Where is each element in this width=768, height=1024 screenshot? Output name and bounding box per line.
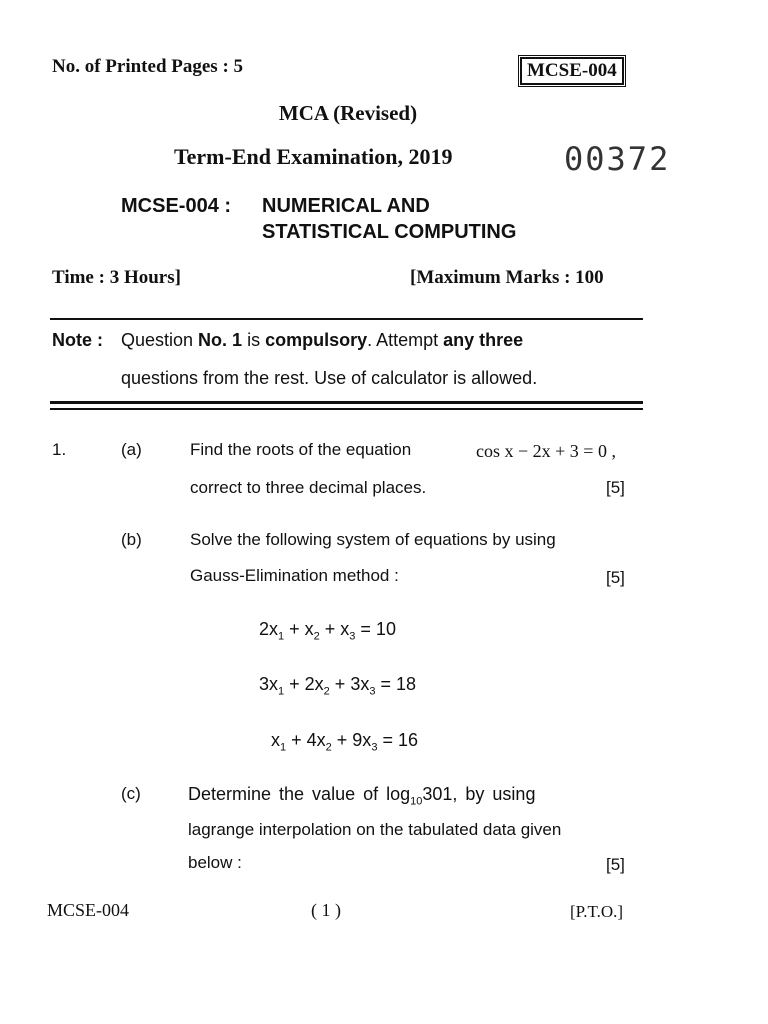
eq-rhs: = 10 xyxy=(355,619,396,639)
part-c-text xyxy=(188,784,535,808)
note-line-1 xyxy=(121,330,523,351)
printed-pages: No. of Printed Pages : 5 xyxy=(52,56,244,77)
eq-subscript: 2 xyxy=(323,685,330,698)
eq-subscript: 1 xyxy=(280,741,287,754)
part-b-marks: [5] xyxy=(606,568,625,587)
maximum-marks: [Maximum Marks : 100 xyxy=(410,267,604,288)
part-c-marks: [5] xyxy=(606,855,625,874)
note-emphasis: No. 1 xyxy=(198,330,243,350)
part-b-text-2: Gauss-Elimination method : xyxy=(190,566,399,585)
note-text: Question xyxy=(121,330,199,350)
part-a-label: (a) xyxy=(121,440,142,459)
part-b-text: Solve the following system of equations by using xyxy=(190,530,556,549)
part-c-text-2: lagrange interpolation on the tabulated data given xyxy=(188,820,562,839)
course-code: MCSE-004 : xyxy=(121,195,232,217)
log-base-subscript: 10 xyxy=(410,795,423,808)
eq-term: 4x xyxy=(306,730,326,750)
eq-rhs: = 18 xyxy=(375,674,416,694)
part-a-text: Find the roots of the equation xyxy=(190,440,412,459)
eq-subscript: 3 xyxy=(369,685,376,698)
eq-term: 3x xyxy=(259,674,279,694)
question-number: 1. xyxy=(52,440,67,459)
eq-term: x xyxy=(340,619,350,639)
eq-term: x xyxy=(304,619,314,639)
equation-3 xyxy=(271,730,418,754)
eq-operator: + xyxy=(284,619,305,639)
eq-subscript: 1 xyxy=(278,630,285,643)
note-line-2: questions from the rest. Use of calculator is allowed. xyxy=(121,368,538,388)
course-name-line-1: NUMERICAL AND xyxy=(262,195,430,217)
eq-subscript: 3 xyxy=(349,630,356,643)
part-c-label: (c) xyxy=(121,784,141,803)
footer-pto: [P.T.O.] xyxy=(570,902,624,921)
note-label: Note : xyxy=(52,330,103,350)
note-emphasis: any three xyxy=(443,330,524,350)
eq-subscript: 2 xyxy=(325,741,332,754)
eq-term: 3x xyxy=(350,674,370,694)
paper-code-box: MCSE-004 xyxy=(520,57,624,85)
eq-operator: + xyxy=(331,730,353,750)
eq-subscript: 1 xyxy=(278,685,285,698)
part-b-label: (b) xyxy=(121,530,142,549)
equation-2 xyxy=(259,674,416,698)
part-c-text-3: below : xyxy=(188,853,242,872)
equation-1 xyxy=(259,619,396,643)
note-text: is xyxy=(242,330,266,350)
eq-rhs: = 16 xyxy=(377,730,418,750)
note-emphasis: compulsory xyxy=(265,330,368,350)
programme-title: MCA (Revised) xyxy=(278,101,418,125)
double-divider-top xyxy=(50,401,643,404)
footer-paper-code: MCSE-004 xyxy=(47,900,130,920)
time-allowed: Time : 3 Hours] xyxy=(52,267,181,288)
eq-operator: + xyxy=(329,674,351,694)
part-c-text-pre: Determine the value of log xyxy=(188,784,411,804)
eq-subscript: 3 xyxy=(371,741,378,754)
part-a-equation: cos x − 2x + 3 = 0 , xyxy=(476,441,616,461)
note-text: . Attempt xyxy=(367,330,444,350)
part-a-marks: [5] xyxy=(606,478,625,497)
top-divider xyxy=(50,318,643,320)
part-a-text-2: correct to three decimal places. xyxy=(190,478,427,497)
exam-title: Term-End Examination, 2019 xyxy=(174,144,453,169)
part-c-text-post: 301, by using xyxy=(422,784,536,804)
serial-number: 00372 xyxy=(564,140,671,178)
eq-term: 2x xyxy=(304,674,324,694)
eq-subscript: 2 xyxy=(313,630,320,643)
footer-page-number: ( 1 ) xyxy=(311,900,341,920)
eq-term: 9x xyxy=(352,730,372,750)
eq-operator: + xyxy=(286,730,307,750)
eq-operator: + xyxy=(319,619,341,639)
eq-term: x xyxy=(271,730,280,750)
eq-operator: + xyxy=(284,674,305,694)
eq-term: 2x xyxy=(259,619,279,639)
course-name-line-2: STATISTICAL COMPUTING xyxy=(262,221,517,243)
double-divider-bottom xyxy=(50,408,643,410)
